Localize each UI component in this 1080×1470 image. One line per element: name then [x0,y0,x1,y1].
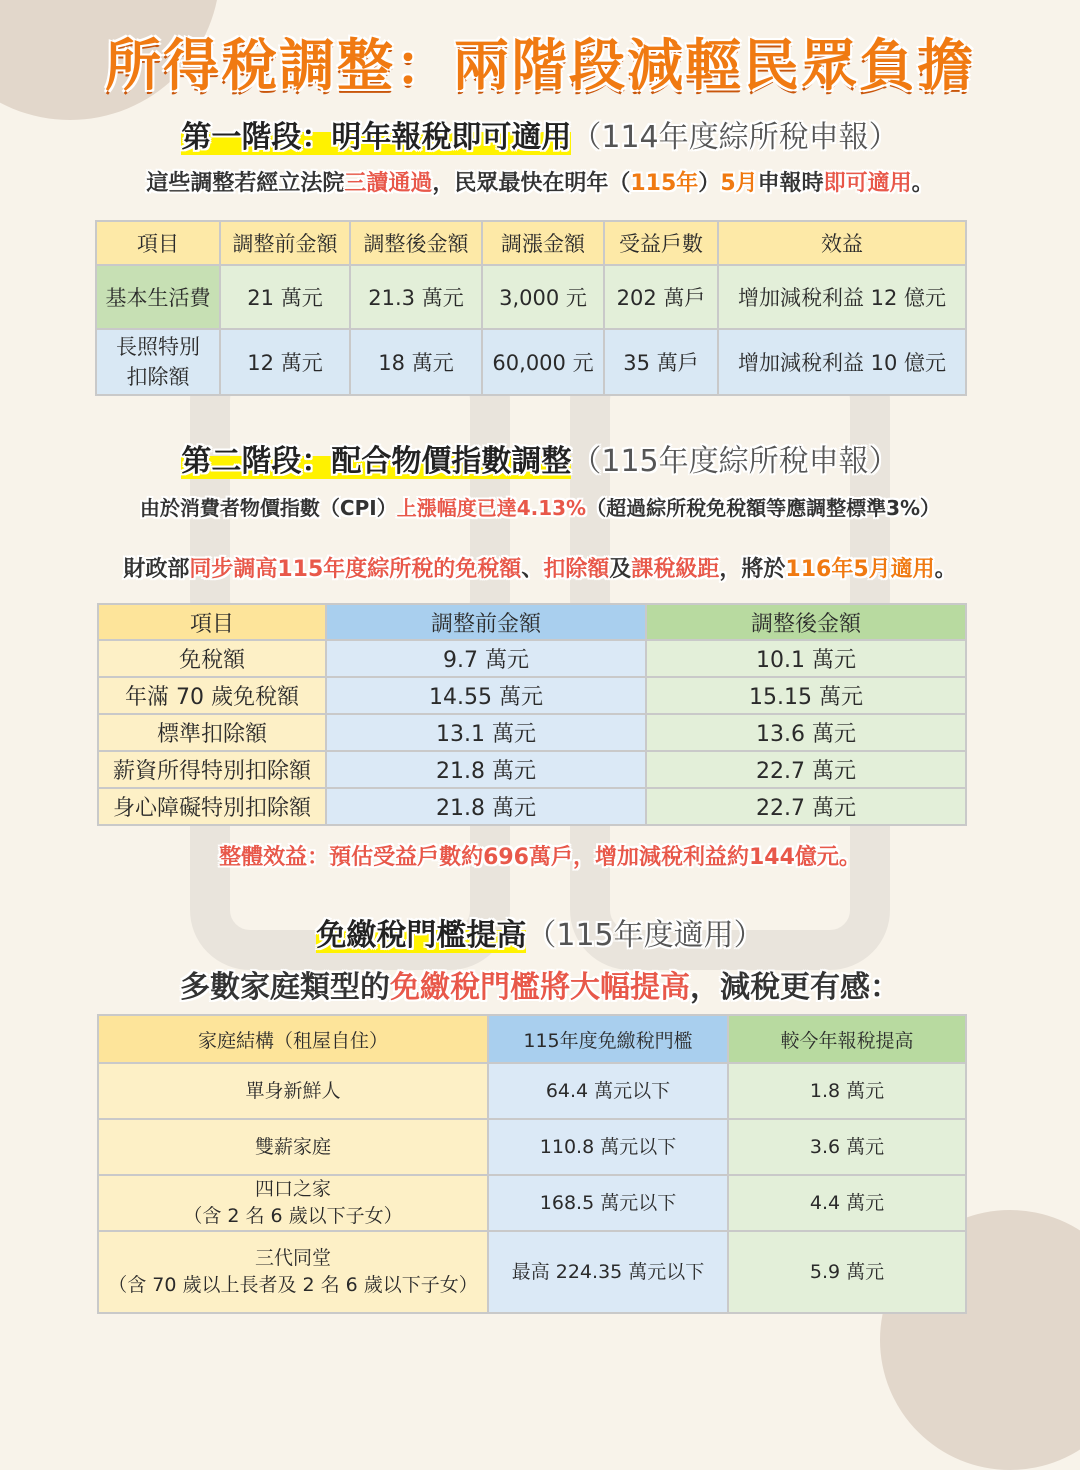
stage1-heading [0,112,1080,156]
table-row [98,751,966,788]
table-cell: 202 萬戶 [604,265,718,329]
table-header: 較今年報稅提高 [728,1015,966,1063]
overall-benefit: 整體效益：預估受益戶數約696萬戶，增加減稅利益約144億元。 [219,845,861,870]
stage2-l2-1: 財政部 [123,557,190,582]
stage3-subtitle [0,962,1080,1006]
table-cell: 年滿 70 歲免稅額 [98,677,326,714]
stage2-l2-5: 扣除額 [543,557,610,582]
table-row [98,714,966,751]
table-header: 受益戶數 [604,221,718,265]
table-row [98,640,966,677]
stage2-table [97,603,967,826]
table-cell [98,1175,488,1231]
stage2-l2-10: 。 [934,557,957,582]
stage2-l2-7: 課稅級距 [631,557,720,582]
table-cell: 薪資所得特別扣除額 [98,751,326,788]
table-cell: 標準扣除額 [98,714,326,751]
table-cell: 9.7 萬元 [326,640,646,677]
stage2-l1-3: （超過綜所稅免稅額等應調整標準3%） [586,496,941,520]
table-cell [98,1231,488,1313]
stage2-heading-prefix: 第二階段： [181,444,332,479]
table-cell: 5.9 萬元 [728,1231,966,1313]
table-cell: 單身新鮮人 [98,1063,488,1119]
stage2-l2-9: 116年5月適用 [785,557,935,582]
table-header: 項目 [98,604,326,640]
table-cell: 最高 224.35 萬元以下 [488,1231,728,1313]
table-cell: 21.8 萬元 [326,788,646,825]
stage1-sub-3: ，民眾最快在明年（ [432,171,631,196]
stage1-heading-prefix: 第一階段： [181,120,332,155]
table-cell: 基本生活費 [96,265,220,329]
table-cell: 4.4 萬元 [728,1175,966,1231]
table-cell: 110.8 萬元以下 [488,1119,728,1175]
stage3-sub-2: 免繳稅門檻將大幅提高 [390,970,690,1005]
table-cell-line: （含 70 歲以上長者及 2 名 6 歲以下子女） [108,1274,478,1296]
table-header: 調整後金額 [350,221,482,265]
stage2-l1-2: 上漲幅度已達4.13% [396,496,587,520]
stage2-line1 [0,492,1080,521]
table-header: 效益 [718,221,966,265]
table-row [96,329,966,395]
table-row [96,265,966,329]
table-header-row [98,604,966,640]
table-header: 家庭結構（租屋自住） [98,1015,488,1063]
table-cell [96,329,220,395]
table-cell: 22.7 萬元 [646,788,966,825]
table-row [98,1175,966,1231]
table-cell-line: 扣除額 [126,365,190,389]
table-cell-line: 長照特別 [116,335,200,359]
table-cell: 增加減稅利益 10 億元 [718,329,966,395]
table-header: 115年度免繳稅門檻 [488,1015,728,1063]
table-cell: 14.55 萬元 [326,677,646,714]
table-cell: 10.1 萬元 [646,640,966,677]
table-header: 調整後金額 [646,604,966,640]
stage3-heading [0,910,1080,954]
stage1-sub-7: 申報時 [757,171,824,196]
table-cell-line: （含 2 名 6 歲以下子女） [183,1205,403,1227]
table-cell: 18 萬元 [350,329,482,395]
table-cell: 增加減稅利益 12 億元 [718,265,966,329]
stage1-sub-2: 三讀通過 [344,171,433,196]
stage3-sub-3: ，減稅更有感： [690,970,900,1005]
table-cell: 15.15 萬元 [646,677,966,714]
table-header-row [98,1015,966,1063]
stage1-sub-6: 5月 [720,171,758,196]
table-cell: 64.4 萬元以下 [488,1063,728,1119]
stage2-heading-highlight: 配合物價指數調整 [331,444,572,479]
table-header: 項目 [96,221,220,265]
stage1-heading-paren: （114年度綜所稅申報） [571,120,899,155]
stage2-heading [0,436,1080,480]
stage2-l2-3: 免稅額 [455,557,522,582]
table-row [98,1231,966,1313]
table-row [98,677,966,714]
table-row [98,1063,966,1119]
table-cell: 身心障礙特別扣除額 [98,788,326,825]
table-header: 調整前金額 [220,221,350,265]
table-cell: 免稅額 [98,640,326,677]
stage2-heading-paren: （115年度綜所稅申報） [571,444,899,479]
table-cell-line: 三代同堂 [254,1247,331,1269]
stage3-heading-highlight: 免繳稅門檻提高 [316,918,527,953]
table-row [98,1119,966,1175]
table-cell: 13.6 萬元 [646,714,966,751]
stage2-line2 [0,552,1080,583]
table-cell: 3.6 萬元 [728,1119,966,1175]
table-cell-line: 四口之家 [254,1178,331,1200]
table-header-row [96,221,966,265]
table-cell: 1.8 萬元 [728,1063,966,1119]
table-cell: 21.8 萬元 [326,751,646,788]
table-cell: 22.7 萬元 [646,751,966,788]
stage1-subtitle [0,166,1080,197]
stage1-sub-1: 這些調整若經立法院 [146,171,345,196]
stage1-heading-highlight: 明年報稅即可適用 [331,120,572,155]
stage2-l2-6: 及 [609,557,632,582]
stage2-l2-4: 、 [521,557,544,582]
stage1-sub-8: 即可適用 [823,171,912,196]
table-cell: 3,000 元 [482,265,604,329]
stage2-l1-1: 由於消費者物價指數（CPI） [139,496,397,520]
table-row [98,788,966,825]
stage1-sub-9: 。 [911,171,934,196]
stage3-sub-1: 多數家庭類型的 [180,970,390,1005]
stage3-heading-paren: （115年度適用） [526,918,764,953]
stage1-sub-4: 115年 [630,171,699,196]
table-header: 調整前金額 [326,604,646,640]
stage2-l2-8: ，將於 [719,557,786,582]
table-cell: 12 萬元 [220,329,350,395]
page-title: 所得稅調整：兩階段減輕民眾負擔 [105,34,975,99]
table-cell: 13.1 萬元 [326,714,646,751]
table-cell: 雙薪家庭 [98,1119,488,1175]
table-header: 調漲金額 [482,221,604,265]
stage2-l2-2: 同步調高115年度綜所稅的 [189,557,456,582]
table-cell: 60,000 元 [482,329,604,395]
stage3-table [97,1014,967,1314]
stage1-table [95,220,967,396]
table-cell: 35 萬戶 [604,329,718,395]
table-cell: 168.5 萬元以下 [488,1175,728,1231]
table-cell: 21 萬元 [220,265,350,329]
table-cell: 21.3 萬元 [350,265,482,329]
stage1-sub-5: ） [698,171,721,196]
